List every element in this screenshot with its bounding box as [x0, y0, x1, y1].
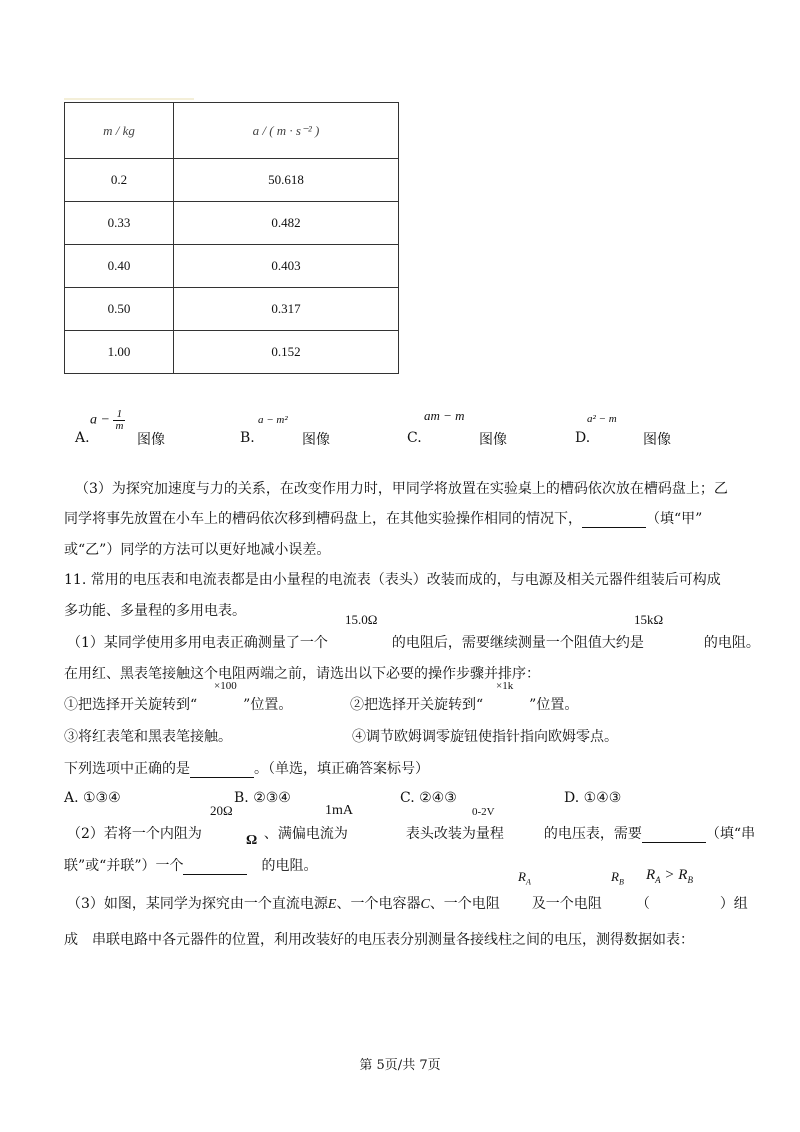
choice-b: B. ②③④ [234, 790, 291, 806]
value-15-ohm: 15.0Ω [345, 612, 378, 627]
choice-d: D. ①④③ [564, 790, 622, 806]
option-c-letter: C. [407, 430, 422, 446]
data-table [64, 102, 399, 374]
cell-accel: 0.317 [173, 288, 398, 331]
option-d-expr: a² − m [587, 413, 617, 425]
header-mass: m / kg [65, 103, 174, 159]
cell-mass: 0.33 [65, 202, 174, 245]
cell-accel: 0.482 [173, 202, 398, 245]
symbol-ra: $R_A$ [518, 869, 531, 887]
q3-line2: 同学将事先放置在小车上的槽码依次移到槽码盘上，在其他实验操作相同的情况下， （填“甲” [64, 511, 703, 527]
q11-p2-line2: 联”或“并联”）一个 的电阻。 [64, 858, 318, 874]
answer-blank[interactable] [190, 763, 254, 778]
option-d-letter: D. [575, 430, 591, 446]
step-4: ④调节欧姆调零旋钮使指针指向欧姆零点。 [352, 729, 618, 745]
q11-p1-line2: 在用红、黑表笔接触这个电阻两端之前，请选出以下必要的操作步骤并排序： [64, 666, 540, 682]
option-c-suffix: 图像 [479, 432, 507, 448]
value-x1k: ×1k [496, 680, 514, 692]
q11-p2-line1: （2）若将一个内阻为 、满偏电流为 表头改装为量程 的电压表，需要 （填“串 [67, 826, 756, 842]
q3-line1: （3）为探究加速度与力的关系，在改变作用力时，甲同学将放置在实验桌上的槽码依次放在槽码盘上；乙 [75, 481, 728, 497]
answer-blank[interactable] [183, 860, 247, 875]
choice-c: C. ②④③ [400, 790, 457, 806]
cell-accel: 0.403 [173, 245, 398, 288]
value-x100: ×100 [214, 680, 237, 692]
q11-intro-line2: 多功能、多量程的多用电表。 [64, 603, 246, 619]
cell-mass: 0.2 [65, 159, 174, 202]
value-20-ohm: 20Ω [210, 803, 233, 818]
table-row [65, 202, 399, 245]
value-15k-ohm: 15kΩ [634, 612, 664, 627]
table-header-row [65, 103, 399, 159]
value-1ma: 1mA [325, 803, 353, 818]
option-a-letter: A. [75, 430, 90, 446]
value-0-2v: 0-2V [472, 806, 495, 818]
cell-mass: 0.40 [65, 245, 174, 288]
option-a-suffix: 图像 [137, 432, 165, 448]
option-d-suffix: 图像 [643, 432, 671, 448]
q3-line3: 或“乙”）同学的方法可以更好地减小误差。 [64, 542, 331, 558]
option-b-letter: B. [240, 430, 255, 446]
option-b-expr: a − m² [258, 414, 288, 426]
step-3: ③将红表笔和黑表笔接触。 [64, 729, 232, 745]
q11-p3-line2: 成 串联电路中各元器件的位置，利用改装好的电压表分别测量各接线柱之间的电压，测得数据如表： [64, 932, 694, 948]
table-row [65, 331, 399, 374]
omega-symbol: Ω [246, 833, 258, 848]
table-row [65, 288, 399, 331]
q11-p3-line1: （3）如图，某同学为探究由一个直流电源E、一个电容器C、一个电阻 及一个电阻 （ ）组 [67, 896, 748, 912]
scan-mark [64, 98, 194, 100]
q11-p1-line1: （1）某同学使用多用电表正确测量了一个 的电阻后，需要继续测量一个阻值大约是 的电阻。 [67, 635, 760, 651]
step-1: ①把选择开关旋转到“ ”位置。 [64, 697, 293, 713]
choice-a: A. ①③④ [64, 790, 121, 806]
option-b-suffix: 图像 [302, 432, 330, 448]
symbol-rb: $R_B$ [611, 869, 624, 887]
cell-accel: 0.152 [173, 331, 398, 374]
page-footer: 第 5页/共 7页 [359, 1058, 441, 1073]
cell-mass: 0.50 [65, 288, 174, 331]
ra-greater-rb: $R_A > R_B$ [646, 867, 693, 885]
cell-accel: 50.618 [173, 159, 398, 202]
q11-intro-line1: 11. 常用的电压表和电流表都是由小量程的电流表（表头）改装而成的，与电源及相关元器件组装后可构成 [64, 572, 721, 588]
table-row [65, 245, 399, 288]
step-2: ②把选择开关旋转到“ ”位置。 [350, 697, 579, 713]
choose-prompt: 下列选项中正确的是 。（单选，填正确答案标号） [64, 761, 429, 777]
option-a-expr: a − $\frac{1}{m}$ [90, 408, 124, 432]
fraction: $\frac{1}{m}$ [115, 408, 124, 432]
option-c-expr: am − m [424, 408, 465, 423]
answer-blank[interactable] [582, 513, 646, 528]
cell-mass: 1.00 [65, 331, 174, 374]
table-row [65, 159, 399, 202]
header-acceleration: a / ( m · s⁻² ) [173, 103, 398, 159]
answer-blank[interactable] [642, 828, 706, 843]
